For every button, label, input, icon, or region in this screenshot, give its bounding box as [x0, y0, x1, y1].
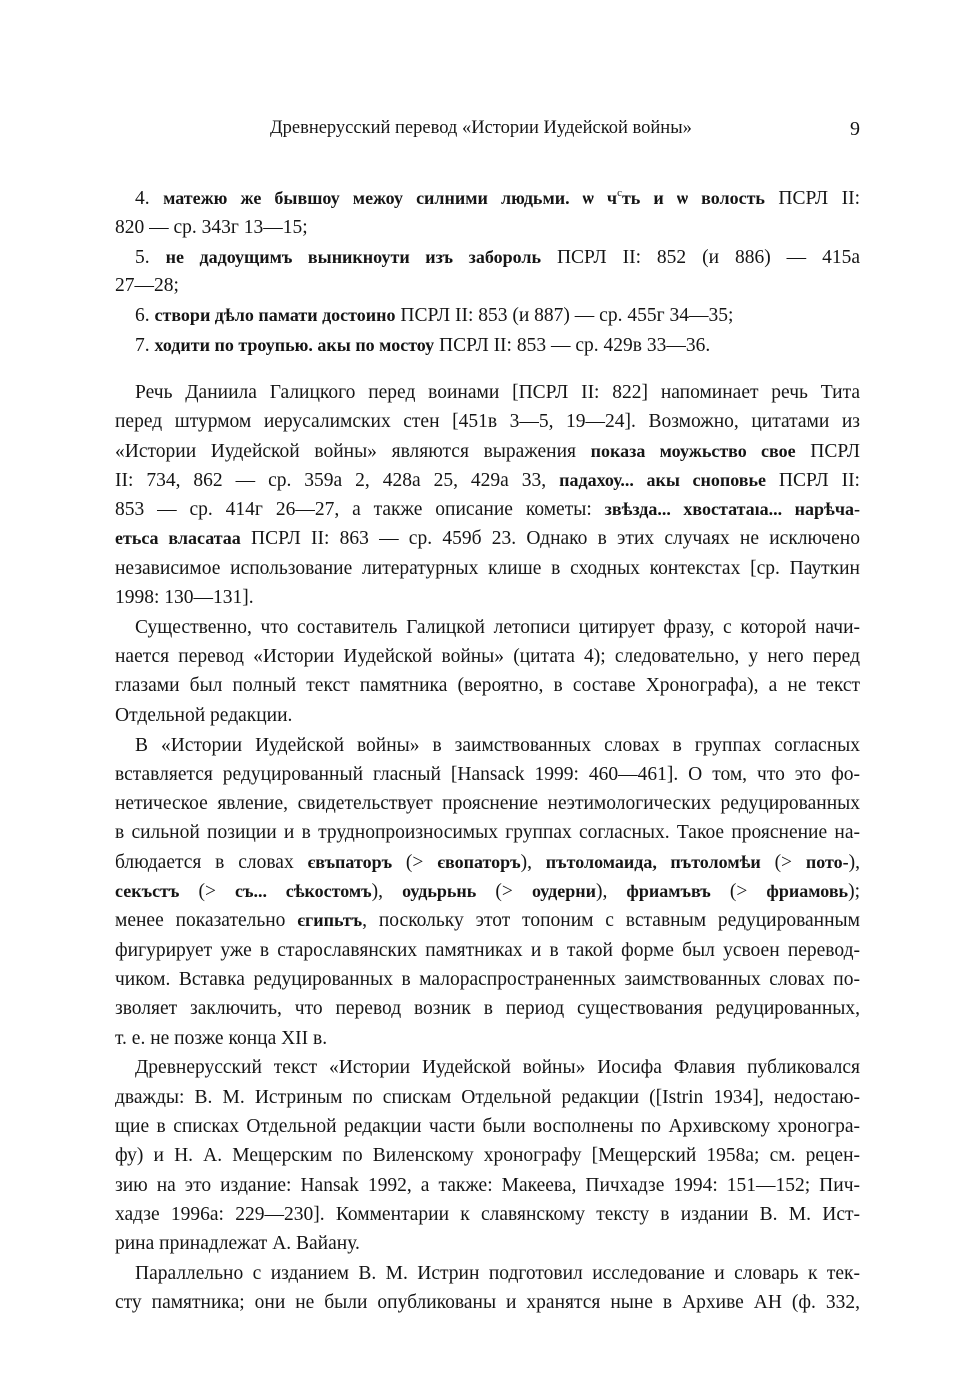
text-line: [115, 760, 860, 789]
text-line: [115, 272, 860, 301]
text-run: 5.: [135, 246, 166, 268]
old-russian-quote: оудерни: [531, 881, 596, 902]
text-run: ),: [848, 851, 860, 873]
old-russian-quote: пото-: [805, 851, 849, 872]
text-line: [115, 1053, 860, 1082]
text-line: [115, 701, 860, 730]
text-run: ПСРЛ: [795, 440, 860, 462]
text-run: «Истории Иудейской войны» являются выражения: [115, 440, 591, 462]
text-run: (>: [476, 881, 532, 903]
text-run: Речь Даниила Галицкого перед воинами [ПСРЛ II: 822] напоминает речь Тита: [135, 382, 860, 403]
text-line: [115, 1083, 860, 1112]
text-line: [115, 214, 860, 243]
text-line: [115, 1024, 860, 1053]
text-line: [115, 848, 860, 877]
old-russian-quote: створи дѣло памати достоино: [154, 305, 396, 326]
old-russian-quote: матежю же бывшоу межоу силними людьми. ѡ ч: [163, 188, 618, 208]
text-line: [115, 994, 860, 1023]
old-russian-quote: фриамовь: [766, 881, 849, 902]
text-run: Существенно, что составитель Галицкой летописи цитирует фразу, с которой начи-: [135, 616, 860, 638]
text-run: ),: [520, 851, 546, 873]
text-run: (>: [392, 851, 438, 873]
text-run: фу) и Н. А. Мещерским по Виленскому хронографу [Мещерский 1958а; см. рецен-: [115, 1145, 860, 1167]
old-russian-quote: секъстъ: [115, 881, 180, 902]
old-russian-quote: падахоу... акы сноповье: [559, 469, 766, 490]
text-run: , поскольку этот топоним с вставным редуцированным: [362, 910, 860, 932]
text-run: Отдельной редакции.: [115, 704, 293, 726]
paragraph: [115, 1259, 860, 1318]
text-line: [115, 378, 860, 407]
text-run: вставляется редуцированный гласный [Hansack 1999: 460—461]. О том, что это фо-: [115, 763, 860, 785]
text-line: [115, 877, 860, 906]
old-russian-quote: євопаторъ: [437, 851, 521, 872]
text-run: ПСРЛ II: 853 — ср. 429в 33—36.: [434, 335, 711, 357]
paragraph: [115, 731, 860, 1053]
citation-list: [115, 184, 860, 362]
body-text: [115, 378, 860, 1318]
titlo-superscript: с: [617, 187, 622, 199]
text-run: ПСРЛ II: 853 (и 887) — ср. 455г 34—35;: [395, 305, 734, 327]
text-line: [115, 437, 860, 466]
old-russian-quote: єгипьтъ: [297, 910, 363, 931]
text-run: ПСРЛ II: 852 (и 886) — 415а: [541, 246, 861, 268]
text-run: чиком. Вставка редуцированных в малораспространенных заимствованных словах по-: [115, 968, 860, 990]
text-line: [115, 1229, 860, 1258]
citation-item: [115, 301, 860, 331]
text-run: 6.: [135, 305, 155, 327]
text-run: дважды: В. М. Истриным по спискам Отдельной редакции ([Istrin 1934], недостаю-: [115, 1086, 860, 1108]
text-run: 7.: [135, 335, 155, 357]
text-run: в сильной позиции и в труднопроизносимых группах согласных. Такое прояснение на-: [115, 822, 860, 844]
page-header: [115, 118, 860, 148]
paragraph: [115, 378, 860, 612]
text-run: ПСРЛ II:: [765, 469, 860, 491]
text-run: (>: [710, 881, 767, 903]
old-russian-quote: пътоломаида, пътоломѣи: [545, 851, 761, 872]
citation-item: [115, 331, 860, 361]
text-line: [115, 554, 860, 583]
running-title: Древнерусский перевод «Истории Иудейской войны»: [270, 118, 692, 138]
text-run: рина принадлежат А. Вайану.: [115, 1233, 360, 1255]
text-line: [115, 965, 860, 994]
paragraph: [115, 1053, 860, 1258]
text-run: (>: [179, 881, 236, 903]
text-line: [115, 936, 860, 965]
text-run: В «Истории Иудейской войны» в заимствованных словах в группах согласных: [135, 734, 860, 756]
text-line: [115, 184, 860, 214]
old-russian-quote: ходити по троупью. акы по мостоу: [154, 335, 435, 356]
text-run: 853 — ср. 414г 26—27, а также описание кометы:: [115, 499, 605, 521]
text-run: нается перевод «Истории Иудейской войны» (цитата 4); следовательно, у него перед: [115, 646, 860, 668]
old-russian-quote: не дадоущимъ выникноути изъ забороль: [165, 246, 542, 267]
text-line: [115, 583, 860, 612]
text-line: [115, 671, 860, 700]
text-run: 820 — ср. 343г 13—15;: [115, 216, 308, 238]
text-run: ),: [595, 881, 627, 903]
citation-item: [115, 184, 860, 242]
page-number: 9: [850, 118, 860, 140]
text-line: [115, 1112, 860, 1141]
text-run: сту памятника; они не были опубликованы и хранятся ныне в Архиве АН (ф. 332,: [115, 1292, 860, 1314]
old-russian-quote: оудьрьнь: [402, 881, 477, 902]
text-run: фигурирует уже в старославянских памятниках и в такой форме был усвоен перевод-: [115, 939, 860, 961]
text-line: [115, 731, 860, 760]
old-russian-quote: съ... сѣкостомъ: [235, 881, 372, 902]
text-run: ПСРЛ II:: [764, 188, 860, 209]
text-run: II: 734, 862 — ср. 359а 2, 428а 25, 429а 33,: [115, 469, 560, 491]
text-run: хадзе 1996а: 229—230]. Комментарии к славянскому тексту в издании В. М. Ист-: [115, 1203, 860, 1225]
text-run: Параллельно с изданием В. М. Истрин подготовил исследование и словарь к тек-: [135, 1262, 860, 1284]
text-run: Древнерусский текст «Истории Иудейской войны» Иосифа Флавия публиковался: [135, 1057, 860, 1079]
text-line: [115, 1141, 860, 1170]
citation-item: [115, 243, 860, 301]
text-run: 1998: 130—131].: [115, 587, 254, 609]
old-russian-quote: звѣзда... хвостатаıа... нарѣча-: [604, 499, 861, 520]
text-line: [115, 1288, 860, 1317]
text-run: т. е. не позже конца XII в.: [115, 1027, 328, 1049]
text-run: блюдается в словах: [115, 851, 308, 873]
old-russian-quote: євъпаторъ: [307, 851, 393, 872]
text-run: глазами был полный текст памятника (вероятно, в составе Хронографа), а не текст: [115, 675, 860, 697]
text-line: [115, 466, 860, 495]
text-line: [115, 495, 860, 524]
text-run: (>: [760, 851, 806, 873]
old-russian-quote: фриамъвъ: [626, 881, 711, 902]
text-line: [115, 331, 860, 361]
text-run: щие в списках Отдельной редакции части были восполнены по Архивскому хроногра-: [115, 1115, 860, 1137]
text-line: [115, 818, 860, 847]
text-line: [115, 789, 860, 818]
old-russian-quote: ть и ѡ волость: [621, 188, 765, 208]
text-run: перед штурмом иерусалимских стен [451в 3—5, 19—24]. Возможно, цитатами из: [115, 411, 860, 433]
text-line: [115, 906, 860, 935]
text-run: менее показательно: [115, 910, 298, 932]
old-russian-quote: етьса власатаа: [115, 528, 241, 549]
paragraph: [115, 613, 860, 730]
text-run: зию на это издание: Hansak 1992, а также: Макеева, Пичхадзе 1994: 151—152; Пич-: [115, 1174, 860, 1196]
text-line: [115, 1259, 860, 1288]
text-run: ),: [371, 881, 403, 903]
text-run: независимое использование литературных клише в сходных контекстах [ср. Пауткин: [115, 557, 860, 579]
text-line: [115, 524, 860, 553]
text-line: [115, 613, 860, 642]
text-line: [115, 1171, 860, 1200]
text-run: зволяет заключить, что перевод возник в период существования редуцированных,: [115, 998, 860, 1020]
text-line: [115, 1200, 860, 1229]
text-run: нетическое явление, свидетельствует прояснение неэтимологических редуцированных: [115, 793, 860, 815]
text-run: 4.: [135, 188, 164, 209]
text-run: ПСРЛ II: 863 — ср. 459б 23. Однако в этих случаях не исключено: [240, 528, 860, 550]
text-run: );: [848, 881, 860, 903]
old-russian-quote: показа моужьство свое: [590, 440, 796, 461]
text-line: [115, 301, 860, 331]
text-line: [115, 243, 860, 273]
text-line: [115, 642, 860, 671]
text-run: 27—28;: [115, 275, 179, 297]
text-line: [115, 407, 860, 436]
